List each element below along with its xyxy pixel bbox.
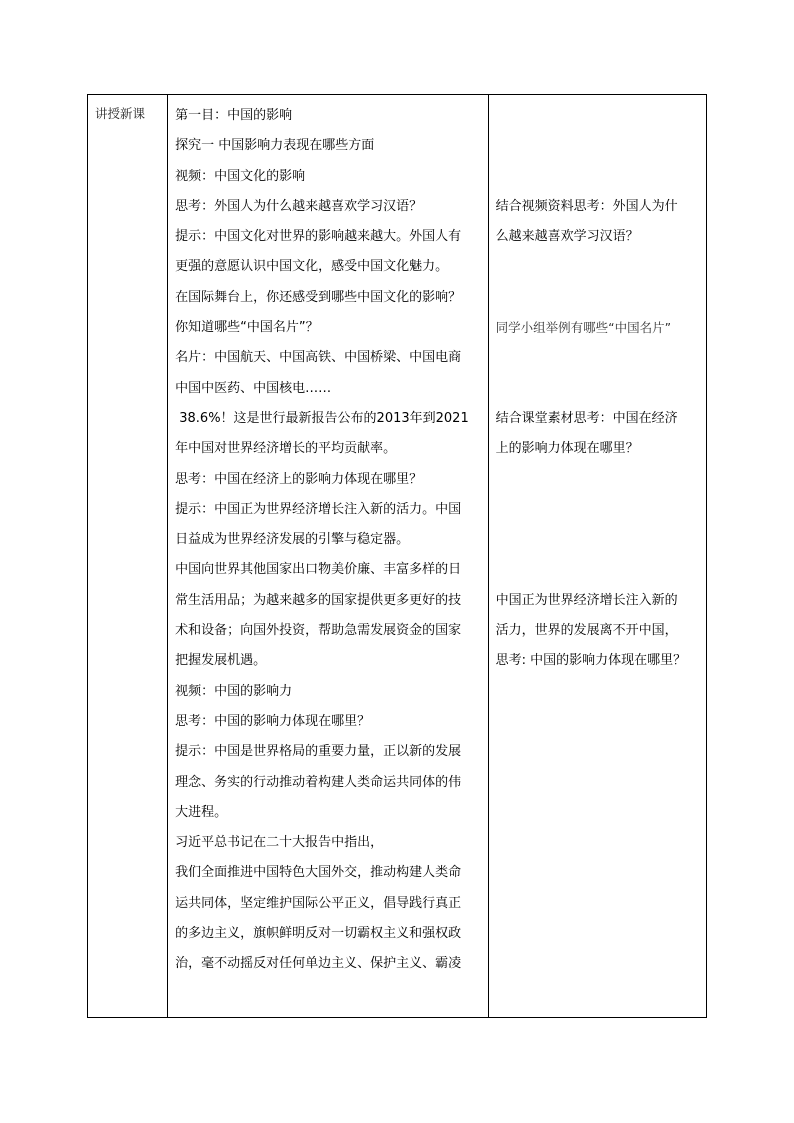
notes-cell [488,95,706,1018]
content-cell [168,95,489,1018]
content-line: 提示：中国是世界格局的重要力量，正以新的发展 [175,744,462,760]
note-block [496,586,703,677]
content-line: 中国中医药、中国核电…… [175,380,332,396]
section-label-cell [88,95,168,1018]
content-line: 思考：中国在经济上的影响力体现在哪里？ [175,471,423,487]
lesson-plan-table [87,94,707,1018]
table-row [88,95,707,1018]
section-label: 讲授新课 [95,106,146,121]
content-line: 大进程。 [175,804,228,820]
content-line: 你知道哪些“中国名片”？ [175,320,319,336]
content-line: 视频：中国的影响力 [175,683,293,699]
note-block [496,404,703,465]
content-line: 治，毫不动摇反对任何单边主义、保护主义、霸凌 [175,956,462,972]
note-line: 中国正为世界经济增长注入新的 [495,592,678,608]
content-line: 思考：中国的影响力体现在哪里？ [175,713,371,729]
content-line: 探究一 中国影响力表现在哪些方面 [175,138,375,154]
content-line: 名片：中国航天、中国高铁、中国桥梁、中国电商 [175,350,462,366]
note-line: 思考: 中国的影响力体现在哪里？ [495,653,687,669]
note-block [496,313,703,343]
content-line: 日益成为世界经济发展的引擎与稳定器。 [175,532,410,548]
note-line: 结合视频资料思考：外国人为什 [495,198,678,214]
content-line: 运共同体，坚定维护国际公平正义，倡导践行真正 [175,895,462,911]
content-line: 习近平总书记在二十大报告中指出， [175,835,384,851]
content-line: 年中国对世界经济增长的平均贡献率。 [175,441,397,457]
note-line: 么越来越喜欢学习汉语？ [495,229,639,245]
note-line: 活力，世界的发展离不开中国， [495,623,678,639]
content-line: 的多边主义，旗帜鲜明反对一切霸权主义和强权政 [175,926,462,942]
note-line: 结合课堂素材思考：中国在经济 [495,410,678,426]
content-line: 理念、务实的行动推动着构建人类命运共同体的伟 [175,774,462,790]
note-block [496,192,703,253]
content-line: 在国际舞台上，你还感受到哪些中国文化的影响？ [175,289,462,305]
content-line: 思考：外国人为什么越来越喜欢学习汉语？ [175,198,423,214]
content-line: 把握发展机遇。 [175,653,267,669]
note-line: 同学小组举例有哪些“中国名片” [495,320,672,336]
content-line: 视频：中国文化的影响 [175,168,306,184]
content-line: 第一目：中国的影响 [175,108,293,123]
content-line: 提示：中国正为世界经济增长注入新的活力。中国 [175,501,462,517]
content-line: 更强的意愿认识中国文化，感受中国文化魅力。 [175,259,449,275]
content-line: 术和设备；向国外投资，帮助急需发展资金的国家 [175,623,462,639]
content-line: 我们全面推进中国特色大国外交，推动构建人类命 [175,865,462,881]
content-line: 38.6%！这是世行最新报告公布的2013年到2021 [175,410,469,426]
note-line: 上的影响力体现在哪里？ [495,441,639,457]
content-line: 常生活用品；为越来越多的国家提供更多更好的技 [175,592,462,608]
content-line: 中国向世界其他国家出口物美价廉、丰富多样的日 [175,562,462,578]
content-line: 提示：中国文化对世界的影响越来越大。外国人有 [175,229,462,245]
